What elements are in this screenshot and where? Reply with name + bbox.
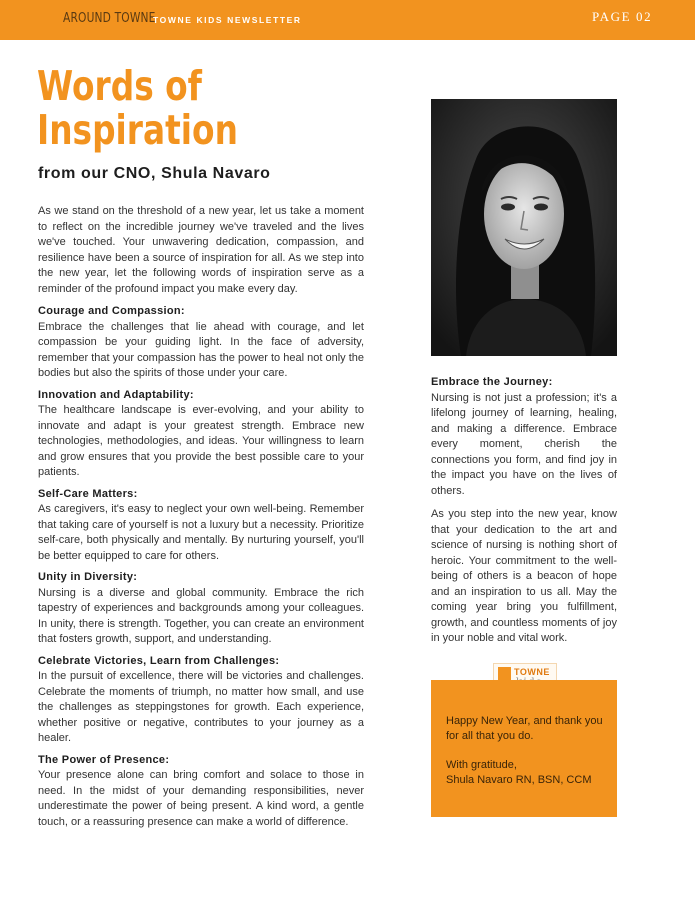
page-number: PAGE 02 xyxy=(592,9,653,24)
section-celebrate xyxy=(38,654,364,747)
section-journey xyxy=(431,375,617,499)
section-heading: Celebrate Victories, Learn from Challenges: xyxy=(38,654,280,667)
section-heading: Courage and Compassion: xyxy=(38,305,185,317)
section-heading: Embrace the Journey: xyxy=(431,376,553,388)
signoff-text xyxy=(446,714,606,788)
logo-word-towne: TOWNE xyxy=(514,667,550,677)
section-unity xyxy=(38,570,364,648)
section-body: Nursing is not just a profession; it's a lifelong journey of learning, healing, and making a difference. Embrace every moment, cherish the connections you form, and find joy in the impact you have on the lives of others. xyxy=(431,391,617,497)
portrait-illustration xyxy=(431,99,617,356)
section-body: In the pursuit of excellence, there will be victories and challenges. Celebrate the moments of triumph, no matter how small, and use the challenges as steppingstones for growth. Each experience, whether positive or negative, contributes to your journey as a healer. xyxy=(38,670,364,744)
section-body: Nursing is a diverse and global community. Embrace the rich tapestry of experiences and backgrounds among your colleagues. In unity, there is strength. Together, you can create an environment that fosters growth, support, and understanding. xyxy=(38,586,364,645)
title-line-1: Words of xyxy=(37,62,202,110)
section-heading: Unity in Diversity: xyxy=(38,571,138,583)
title-line-2: Inspiration xyxy=(37,106,238,154)
right-column xyxy=(431,375,617,647)
signoff-signature: Shula Navaro RN, BSN, CCM xyxy=(446,774,592,786)
section-body: The healthcare landscape is ever-evolving, and your ability to innovate and adapt is your greatest strength. Embrace new technologies, methodologies, and ideas. Your willingness to learn and grow ensures that you provide the best possible care to your patients. xyxy=(38,404,364,478)
spacer xyxy=(446,744,606,758)
section-heading: Self-Care Matters: xyxy=(38,487,138,500)
page-title xyxy=(37,64,238,152)
left-column xyxy=(38,204,364,836)
section-body: As caregivers, it's easy to neglect your own well-being. Remember that taking care of yourself is not a luxury but a necessity. Prioritize self-care, both physically and mentally. By nurturing yourself, you'll be better equipped to care for others. xyxy=(38,503,364,562)
header-bar xyxy=(0,0,695,40)
brand-name: AROUND TOWNE xyxy=(63,11,156,26)
section-body: Your presence alone can bring comfort and solace to those in need. In the midst of your demanding responsibilities, never underestimate the power of being present. A kind word, a gentle touch, or a reassuring presence can make a world of difference. xyxy=(38,769,364,828)
section-presence xyxy=(38,753,364,831)
section-self-care xyxy=(38,487,364,565)
signoff-box xyxy=(431,680,617,817)
section-heading: Innovation and Adaptability: xyxy=(38,388,194,401)
portrait-photo xyxy=(431,99,617,356)
signoff-closing: With gratitude, xyxy=(446,759,517,771)
closing-paragraph: As you step into the new year, know that your dedication to the art and science of nursing is nothing short of heroic. Your commitment to the well-being of others is a beacon of hope and an inspiration to us all. May the coming year bring you fulfillment, growth, and countless moments of joy in your noble and vital work. xyxy=(431,508,617,644)
section-body: Embrace the challenges that lie ahead with courage, and let compassion be your guiding light. In the face of adversity, remember that your compassion has the power to heal not only the bodies but also the spirits of those under your care. xyxy=(38,320,364,379)
section-courage xyxy=(38,304,364,382)
section-innovation xyxy=(38,388,364,481)
intro-paragraph: As we stand on the threshold of a new year, let us take a moment to reflect on the incredible journey we've traveled and the lives we've touched. Your unwavering dedication, compassion, and resilience have been a source of inspiration for all. As we step into the new year, let the following words of inspiration serve as a reminder of the profound impact you make every day. xyxy=(38,205,364,295)
section-heading: The Power of Presence: xyxy=(38,753,170,766)
newsletter-name: TOWNE KIDS NEWSLETTER xyxy=(153,15,302,25)
article-subtitle: from our CNO, Shula Navaro xyxy=(38,165,271,182)
signoff-greeting: Happy New Year, and thank you for all that you do. xyxy=(446,715,603,742)
